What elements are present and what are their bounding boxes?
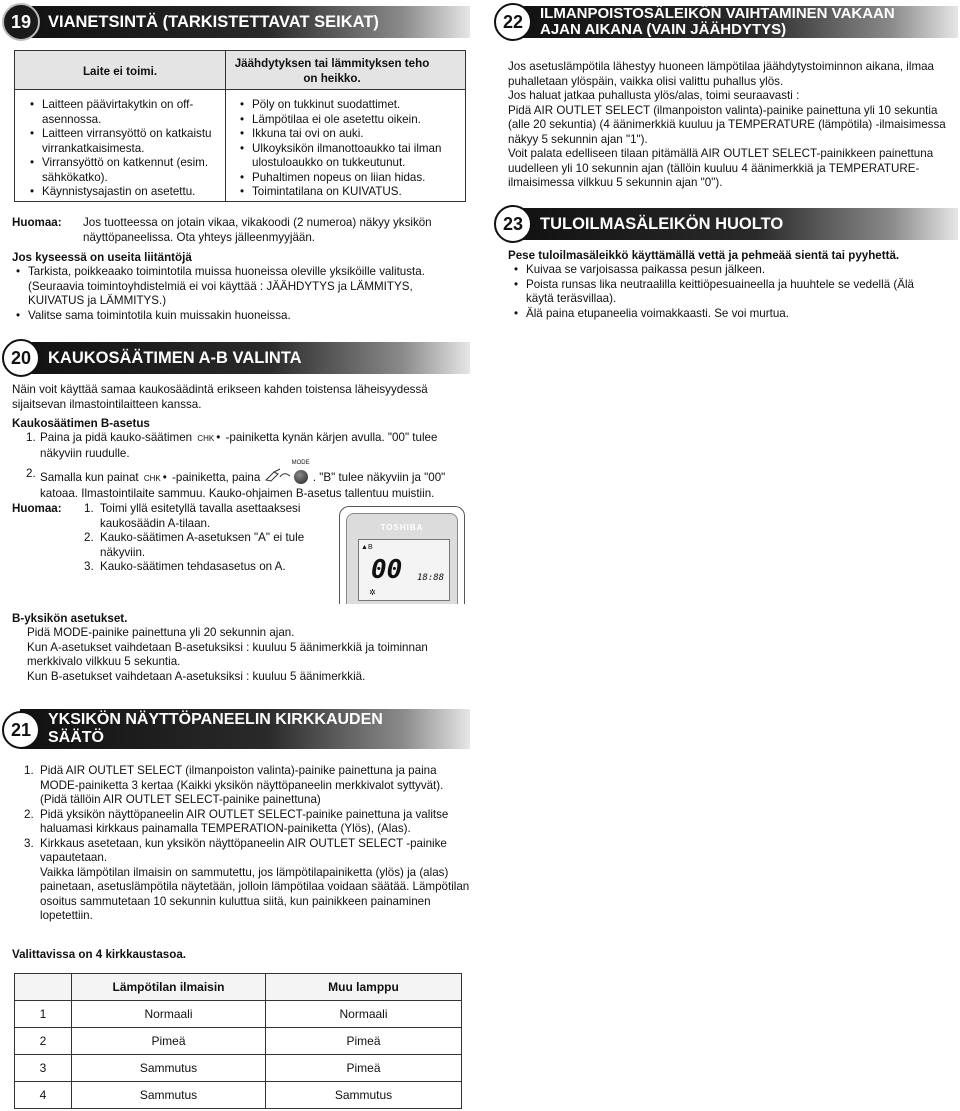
mode-button-icon — [291, 460, 310, 484]
chk-button-icon: • — [216, 431, 221, 444]
list-item: 2. Kauko-säätimen A-asetuksen "A" ei tule näkyviin. — [84, 531, 305, 559]
list-item: • Valitse sama toimintotila kuin muissakin huoneissa. — [14, 309, 454, 324]
table-header: Muu lamppu — [266, 974, 462, 1001]
chk-label: CHK — [143, 474, 161, 483]
section-22-text: Jos asetuslämpötila lähestyy huoneen lämpötilaa jäähdytystoiminnon aikana, ilmaa puhalletaan ylöspäin, vaikka olisi valittu puhallus ylös. Jos haluat jatkaa puhallusta ylös/alas, toimi seuraavasti : Pidä AIR OUTLET SELECT (ilmanpoiston valinta)-painike painettuna yli 10 sekuntia (alle 20 sekuntia) (4 äänimerkkiä kuuluu ja TEMPERATURE (lämpötila) -ilmaisimessa näkyy 5 sekunnin ajan "1"). Voit palata edelliseen tilaan pitämällä AIR OUTLET SELECT-painikkeen painettuna uudelleen yli 10 sekunnin ajan (tällöin kuuluu 4 äänimerkkiä ja TEMPERATURE-ilmaisimessa vilkkuu 5 sekunnin ajan "0"). — [508, 60, 946, 189]
section-21-title: YKSIKÖN NÄYTTÖPANEELIN KIRKKAUDEN SÄÄTÖ — [20, 709, 470, 749]
chk-label: CHK — [197, 434, 215, 443]
list-item: • Toimintatilana on KUIVATUS. — [238, 185, 460, 200]
mode-label: MODE — [291, 460, 310, 466]
list-item: • Tarkista, poikkeaako toimintotila muissa huoneissa oleville yksiköille valitusta. (Seuraavia toimintoyhdistelmiä ei voi käyttää : JÄÄHDYTYS ja LÄMMITYS, KUIVATUS ja LÄMMITYS.) — [14, 265, 454, 309]
section-22-number: 22 — [494, 3, 532, 41]
lcd-digits: 00 — [371, 555, 403, 585]
table-row — [15, 1055, 462, 1082]
list-item: 1. Toimi yllä esitetyllä tavalla asettaaksesi kaukosäädin A-tilaan. — [84, 502, 301, 530]
section-23-list — [512, 263, 932, 321]
step-text: -painiketta kynän kärjen avulla. "00" tulee näkyviin ruudulle. — [40, 431, 438, 460]
step-text: . "B" tulee näkyviin ja "00" katoaa. Ilmastointilaite sammuu. Kauko-ohjaimen B-asetus tallentuu muistiin. — [40, 471, 446, 500]
table-cell — [15, 974, 72, 1001]
note-text: Jos tuotteessa on jotain vikaa, vikakoodi (2 numeroa) näkyy yksikön näyttöpaneelissa. Ota yhteys jälleenmyyjään. — [83, 216, 432, 244]
table-cell: Sammutus — [266, 1082, 462, 1109]
section-22-title: ILMANPOISTOSÄLEIKÖN VAIHTAMINEN VAKAAN AJAN AIKANA (VAIN JÄÄHDYTYS) — [512, 6, 958, 38]
table-cell: 4 — [15, 1082, 72, 1109]
section-20-title: KAUKOSÄÄTIMEN A-B VALINTA — [20, 342, 470, 374]
section-21-steps — [24, 764, 470, 924]
col1-list — [28, 98, 220, 200]
section-19-header — [2, 3, 470, 41]
lcd-indicator: ▲B — [361, 544, 373, 551]
list-item: • Lämpötilaa ei ole asetettu oikein. — [238, 113, 460, 128]
table-cell: Pimeä — [266, 1028, 462, 1055]
list-item: • Pöly on tukkinut suodattimet. — [238, 98, 460, 113]
brightness-table — [14, 973, 462, 1109]
lcd-screen — [358, 539, 450, 601]
multi-list — [14, 265, 454, 323]
table-cell: 3 — [15, 1055, 72, 1082]
section-23-number: 23 — [494, 205, 532, 243]
list-item: • Ikkuna tai ovi on auki. — [238, 127, 460, 142]
text-line: Kun A-asetukset vaihdetaan B-asetuksiksi : kuuluu 5 äänimerkkiä ja toiminnan merkkivalo vilkkuu 5 sekuntia. — [27, 640, 428, 668]
list-item: • Kuivaa se varjoisassa paikassa pesun jälkeen. — [512, 263, 932, 278]
section-20-number: 20 — [2, 339, 40, 377]
brand-logo: TOSHIBA — [380, 523, 424, 532]
list-item: • Laitteen päävirtakytkin on off-asennossa. — [28, 98, 220, 127]
step-text: Paina ja pidä kauko-säätimen — [40, 431, 193, 444]
s20-note-label: Huomaa: — [12, 502, 62, 515]
pen-icon — [264, 467, 294, 481]
s20-note-list — [84, 502, 320, 575]
step-text: Samalla kun painat — [40, 471, 139, 484]
list-item: • Virransyöttö on katkennut (esim. sähkökatko). — [28, 156, 220, 185]
troubleshoot-header-divider — [225, 51, 226, 89]
table-row — [15, 1001, 462, 1028]
col1-heading: Laite ei toimi. — [82, 65, 158, 78]
section-23-header — [494, 205, 958, 243]
text-line: Pidä MODE-painike painettuna yli 20 sekunnin ajan. — [27, 626, 295, 639]
brightness-table-heading: Valittavissa on 4 kirkkaustasoa. — [12, 948, 187, 961]
table-row — [15, 1028, 462, 1055]
note-label: Huomaa: — [12, 216, 62, 229]
col2-heading: Jäähdytyksen tai lämmityksen teho on heikko. — [234, 57, 430, 85]
list-item: • Poista runsas lika neutraalilla keittiöpesuaineella ja huuhtele se vedellä (Älä käytä teräsvillaa). — [512, 278, 932, 307]
b-setting-heading: Kaukosäätimen B-asetus — [12, 417, 150, 430]
section-22-header — [494, 3, 958, 41]
list-item: 3. Kauko-säätimen tehdasasetus on A. — [84, 560, 286, 573]
section-20-intro: Näin voit käyttää samaa kaukosäädintä erikseen kahden toistensa läheisyydessä sijaitsevan ilmastointilaitteen kanssa. — [12, 383, 428, 411]
troubleshoot-header-line — [14, 89, 466, 90]
b-unit-lines — [27, 626, 463, 684]
section-21-number: 21 — [2, 711, 40, 749]
table-header: Lämpötilan ilmaisin — [72, 974, 266, 1001]
multi-heading: Jos kyseessä on useita liitäntöjä — [12, 251, 192, 264]
list-item: • Laitteen virransyöttö on katkaistu virrankatkaisimesta. — [28, 127, 220, 156]
text-line: Kun B-asetukset vaihdetaan A-asetuksiksi : kuuluu 5 äänimerkkiä. — [27, 669, 366, 683]
step-1 — [26, 431, 466, 461]
step-number: 2. — [26, 467, 36, 480]
list-item: • Älä paina etupaneelia voimakkaasti. Se voi murtua. — [512, 307, 932, 322]
table-cell: 2 — [15, 1028, 72, 1055]
list-item: 1. Pidä AIR OUTLET SELECT (ilmanpoiston valinta)-painike painettuna ja paina MODE-painiketta 3 kertaa (Kaikki yksikön näyttöpaneelin merkkivalot syttyvät). (Pidä tällöin AIR OUTLET SELECT-painike painettuna) — [24, 764, 444, 806]
chk-button-icon: • — [162, 471, 167, 484]
list-item: 3. Kirkkaus asetetaan, kun yksikön näyttöpaneelin AIR OUTLET SELECT -painike vapautetaan. Vaikka lämpötilan ilmaisin on sammutettu, jos lämpötilapainiketta (ylös) ja (alas) painetaan, asetuslämpötila näytetään, jolloin lämpötilaa voidaan säätää. Lämpötilan osoitus sammutetaan 10 sekunnin kuluttua siitä, kun painikkeen painaminen lopetettiin. — [24, 836, 470, 922]
fan-icon: ✲ — [369, 588, 376, 597]
b-unit-heading: B-yksikön asetukset. — [12, 612, 128, 625]
list-item: 2. Pidä yksikön näyttöpaneelin AIR OUTLET SELECT-painike painettuna ja valitse haluamasi kirkkaus painamalla TEMPERATION-painiketta (Ylös), (Alas). — [24, 807, 449, 835]
table-cell: Normaali — [72, 1001, 266, 1028]
lcd-clock: 18:88 — [417, 573, 445, 583]
table-cell: Pimeä — [266, 1055, 462, 1082]
col2-list — [238, 98, 460, 200]
list-item: • Ulkoyksikön ilmanottoaukko tai ilman ulostuloaukko on tukkeutunut. — [238, 142, 460, 171]
table-cell: Pimeä — [72, 1028, 266, 1055]
section-21-header — [2, 707, 470, 751]
table-header-row — [15, 974, 462, 1001]
step-number: 1. — [26, 431, 36, 444]
section-19-number: 19 — [2, 3, 40, 41]
table-row — [15, 1082, 462, 1109]
step-2 — [26, 460, 466, 501]
table-cell: Sammutus — [72, 1082, 266, 1109]
list-item: • Puhaltimen nopeus on liian hidas. — [238, 171, 460, 186]
table-cell: 1 — [15, 1001, 72, 1028]
table-cell: Normaali — [266, 1001, 462, 1028]
section-19-title: VIANETSINTÄ (TARKISTETTAVAT SEIKAT) — [20, 6, 470, 38]
remote-control-illustration — [339, 506, 465, 604]
step-text: -painiketta, paina — [172, 471, 261, 484]
section-23-heading: Pese tuloilmasäleikkö käyttämällä vettä ja pehmeää sientä tai pyyhettä. — [508, 249, 900, 262]
list-item: • Käynnistysajastin on asetettu. — [28, 185, 220, 200]
section-23-title: TULOILMASÄLEIKÖN HUOLTO — [512, 208, 958, 240]
table-cell: Sammutus — [72, 1055, 266, 1082]
section-20-header — [2, 339, 470, 377]
